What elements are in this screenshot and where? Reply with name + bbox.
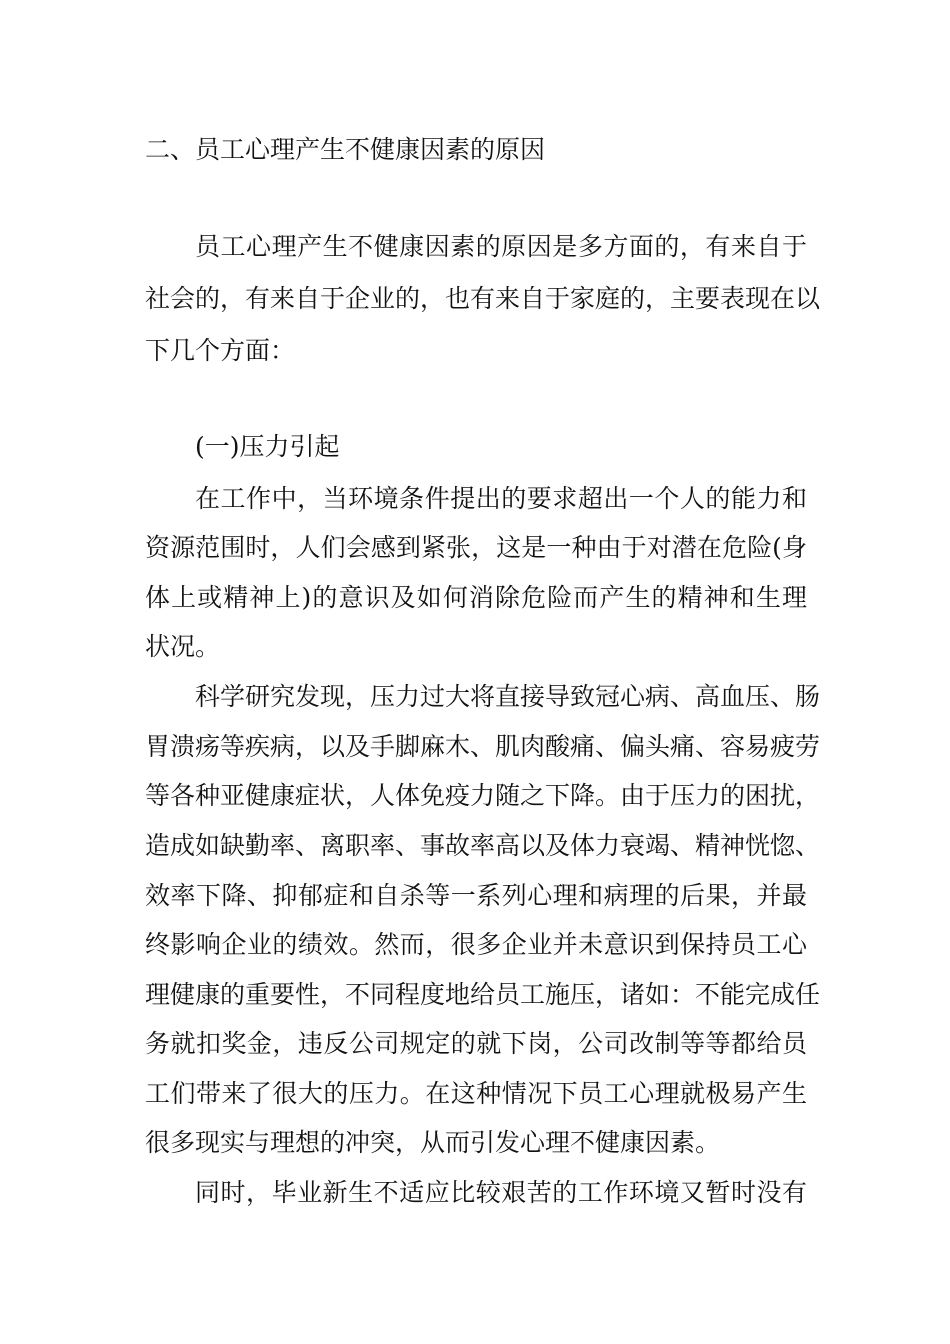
- paragraph-2-line-7: 理健康的重要性，不同程度地给员工施压，诸如：不能完成任: [145, 980, 821, 1009]
- paragraph-2-line-3: 等各种亚健康症状，人体免疫力随之下降。由于压力的困扰，: [145, 781, 821, 810]
- paragraph-1-line-3: 体上或精神上)的意识及如何消除危险而产生的精神和生理: [145, 583, 807, 612]
- paragraph-2-line-4: 造成如缺勤率、离职率、事故率高以及体力衰竭、精神恍惚、: [145, 831, 821, 860]
- paragraph-2-line-8: 务就扣奖金，违反公司规定的就下岗，公司改制等等都给员: [145, 1029, 807, 1058]
- paragraph-2-line-6: 终影响企业的绩效。然而，很多企业并未意识到保持员工心: [145, 930, 807, 959]
- intro-paragraph-line-2: 社会的，有来自于企业的，也有来自于家庭的，主要表现在以: [145, 284, 821, 313]
- paragraph-2-line-5: 效率下降、抑郁症和自杀等一系列心理和病理的后果，并最: [145, 881, 807, 910]
- section-heading: 二、员工心理产生不健康因素的原因: [145, 135, 546, 164]
- paragraph-3-line-1: 同时，毕业新生不适应比较艰苦的工作环境又暂时没有: [195, 1178, 807, 1207]
- intro-paragraph-line-3: 下几个方面：: [145, 336, 296, 365]
- paragraph-1-line-1: 在工作中，当环境条件提出的要求超出一个人的能力和: [195, 484, 807, 513]
- intro-paragraph-line-1: 员工心理产生不健康因素的原因是多方面的，有来自于: [195, 232, 807, 261]
- paragraph-1-line-4: 状况。: [145, 632, 221, 661]
- paragraph-2-line-9: 工们带来了很大的压力。在这种情况下员工心理就极易产生: [145, 1079, 807, 1108]
- document-page: [145, 0, 821, 1344]
- paragraph-2-line-2: 胃溃疡等疾病，以及手脚麻木、肌肉酸痛、偏头痛、容易疲劳: [145, 732, 821, 761]
- paragraph-1-line-2: 资源范围时，人们会感到紧张，这是一种由于对潜在危险(身: [145, 533, 807, 562]
- paragraph-2-line-10: 很多现实与理想的冲突，从而引发心理不健康因素。: [145, 1128, 721, 1157]
- subsection-heading: (一)压力引起: [195, 432, 340, 461]
- paragraph-2-line-1: 科学研究发现，压力过大将直接导致冠心病、高血压、肠: [195, 682, 821, 711]
